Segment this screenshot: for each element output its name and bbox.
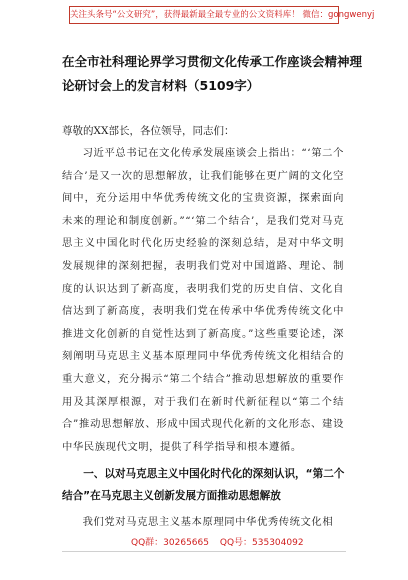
qq-group-text: QQ群：30265665 [131, 538, 209, 548]
document-title: 在全市社科理论界学习贯彻文化传承工作座谈会精神理论研讨会上的发言材料（5109字） [62, 54, 363, 93]
section-heading: 一、以对马克思主义中国化时代化的深刻认识，“第二个结合”在马克思主义创新发展方面推动思想解放 [62, 468, 345, 502]
contact-footer [131, 536, 312, 550]
salutation: 尊敬的XX部长，各位领导，同志们： [62, 125, 235, 137]
footer-divider [62, 551, 346, 552]
qq-number-text: QQ号：535304092 [219, 538, 304, 548]
body-paragraph: 习近平总书记在文化传承发展座谈会上指出：“‘第二个结合’是又一次的思想解放，让我们能够在更广阔的文化空间中，充分运用中华优秀传统文化的宝贵资源，探索面向未来的理论和制度创新。”“‘第二个结合’，是我们党对马克思主义中国化时代化历史经验的深刻总结，是对中华文明发展规律的深刻把握，表明我们党对中国道路、理论、制度的认识达到了新高度，表明我们党的历史自信、文化自信达到了新高度，表明我们党在传承中华优秀传统文化中推进文化创新的自觉性达到了新高度。”这些重要论述，深刻阐明马克思主义基本原理同中华优秀传统文化相结合的重大意义，充分揭示“第二个结合”推动思想解放的重要作用及其深厚根源，对于我们在新时代新征程以“第二个结合”推动思想解放、形成中国式现代化新的文化形态、建设中华民族现代文明，提供了科学指导和根本遵循。 [62, 147, 344, 453]
body-paragraph: 我们党对马克思主义基本原理同中华优秀传统文化相 [82, 516, 334, 528]
promo-banner: 关注头条号“公文研究”，获得最新最全最专业的公文资料库！ 微信：gongwenyj [69, 6, 339, 24]
